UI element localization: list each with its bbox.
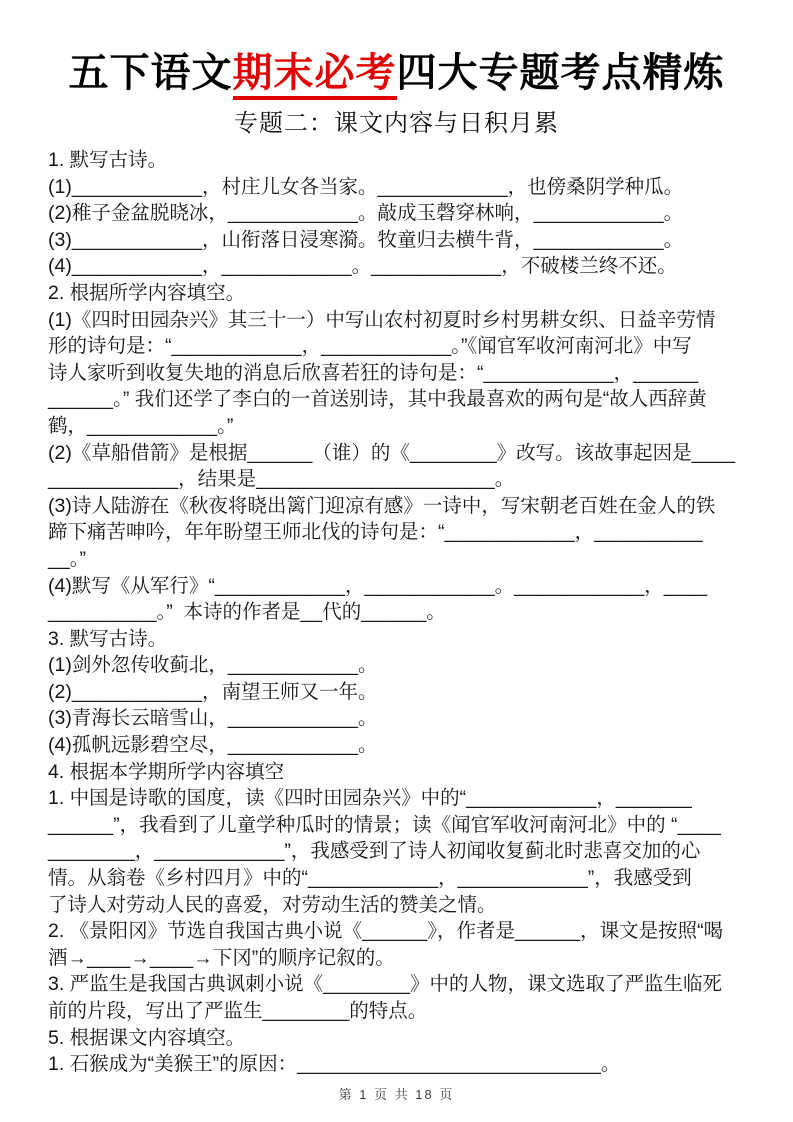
- worksheet-line: (3)诗人陆游在《秋夜将晓出篱门迎凉有感》一诗中，写宋朝老百姓在金人的铁: [48, 494, 716, 517]
- worksheet-line: ______”，我看到了儿童学种瓜时的情景；读《闻官军收河南河北》中的 “____: [48, 813, 721, 836]
- worksheet-line: 2. 《景阳冈》节选自我国古典小说《______》，作者是______，课文是按照“喝: [48, 920, 724, 943]
- worksheet-line: ________，____________”，我感受到了诗人初闻收复蓟北时悲喜交加的心: [48, 840, 701, 863]
- worksheet-line: 酒→____→____→下冈”的顺序记叙的。: [48, 946, 395, 969]
- worksheet-line: 1. 默写古诗。: [48, 149, 168, 171]
- worksheet-line: (2)《草船借箭》是根据______（谁）的《________》改写。该故事起因是____: [48, 441, 736, 464]
- worksheet-line: __________。” 本诗的作者是__代的______。: [48, 601, 446, 624]
- page-footer: [0, 1084, 793, 1103]
- worksheet-line: 1. 中国是诗歌的国度，读《四时田园杂兴》中的“____________，_______: [48, 787, 692, 810]
- worksheet-line: ______。” 我们还学了李白的一首送别诗，其中我最喜欢的两句是“故人西辞黄: [48, 388, 707, 411]
- worksheet-line: __。”: [48, 547, 86, 570]
- worksheet-line: 3. 严监生是我国古典讽刺小说《________》中的人物，课文选取了严监生临死: [48, 973, 722, 996]
- worksheet-line: 2. 根据所学内容填空。: [48, 281, 246, 304]
- worksheet-line: (3)____________，山衔落日浸寒漪。牧童归去横牛背，____________。: [48, 228, 684, 251]
- worksheet-line: (4)孤帆远影碧空尽，____________。: [48, 734, 378, 757]
- page-number-indicator: 第 1 页 共 18 页: [338, 1086, 455, 1102]
- worksheet-line: (2)稚子金盆脱晓冰，____________。敲成玉磬穿林响，____________。: [48, 202, 684, 225]
- worksheet-line: 前的片段，写出了严监生________的特点。: [48, 1000, 428, 1022]
- worksheet-line: 了诗人对劳动人民的喜爱，对劳动生活的赞美之情。: [48, 893, 497, 916]
- worksheet-line: 情。从翁卷《乡村四月》中的“____________，____________”，我感受到: [48, 867, 692, 890]
- worksheet-line: 1. 石猴成为“美猴王”的原因：____________________________。: [48, 1053, 621, 1076]
- worksheet-header: [0, 0, 793, 138]
- worksheet-line: ____________，结果是______________________。: [48, 468, 515, 491]
- worksheet-line: (3)青海长云暗雪山，____________。: [48, 707, 378, 730]
- title-part1: 五下语文: [68, 51, 233, 95]
- worksheet-line: (4)____________，____________。____________，不破楼兰终不还。: [48, 255, 677, 278]
- title-part2: 四大专题考点精炼: [396, 51, 725, 95]
- worksheet-line: 5. 根据课文内容填空。: [48, 1026, 246, 1049]
- worksheet-line: 鹤，____________。”: [48, 414, 234, 437]
- worksheet-line: 诗人家听到收复失地的消息后欣喜若狂的诗句是：“____________，______: [48, 361, 699, 384]
- worksheet-line: 4. 根据本学期所学内容填空: [48, 760, 285, 783]
- worksheet-line: 3. 默写古诗。: [48, 627, 168, 650]
- worksheet-line: 形的诗句是：“____________，____________。”《闻官军收河南河北》中写: [48, 335, 692, 358]
- worksheet-body: [48, 147, 747, 1078]
- worksheet-line: (1)____________，村庄儿女各当家。____________，也傍桑阴学种瓜。: [48, 175, 684, 198]
- title-highlight: 期末必考: [233, 51, 397, 100]
- worksheet-line: (4)默写《从军行》“____________，____________。____________，____: [48, 574, 708, 597]
- worksheet-line: (1)剑外忽传收蓟北，____________。: [48, 654, 378, 677]
- worksheet-line: (2)____________，南望王师又一年。: [48, 680, 378, 703]
- page-title: [0, 50, 793, 96]
- worksheet-line: 蹄下痛苦呻吟，年年盼望王师北伐的诗句是：“____________，__________: [48, 521, 703, 544]
- worksheet-line: (1)《四时田园杂兴》其三十一）中写山农村初夏时乡村男耕女织、日益辛劳情: [48, 308, 716, 331]
- page-subtitle: 专题二：课文内容与日积月累: [234, 110, 559, 137]
